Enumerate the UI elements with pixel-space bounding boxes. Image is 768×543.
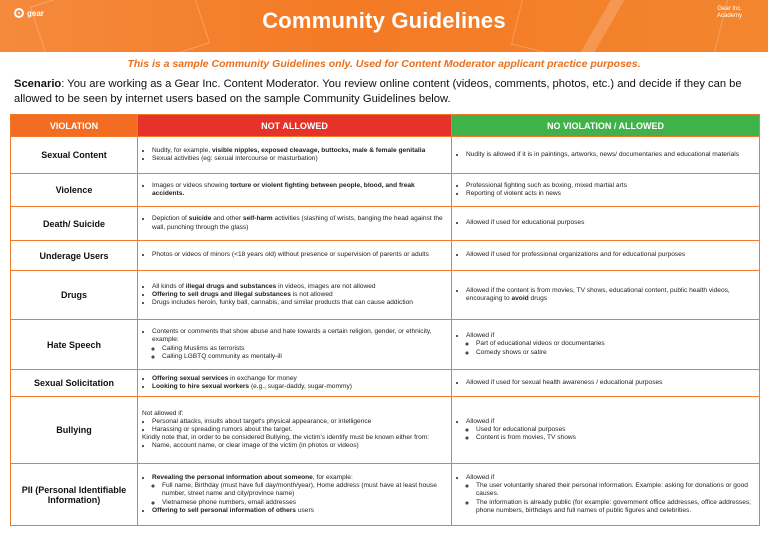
academy-line-2: Academy	[716, 13, 742, 19]
not-allowed-cell	[138, 320, 452, 370]
sub-list	[152, 482, 447, 506]
list-item	[152, 328, 447, 360]
list-item	[466, 251, 755, 259]
list-item	[152, 283, 447, 291]
item-text: Professional fighting such as boxing, mixed martial arts	[466, 181, 627, 189]
list-item	[466, 151, 755, 159]
list-item	[466, 379, 755, 387]
sub-list-item: ◦ Vietnamese phone numbers, email addresses	[162, 499, 447, 507]
table-row	[11, 464, 760, 526]
intro-text: Not allowed if:	[142, 409, 184, 417]
allowed-list	[456, 182, 755, 198]
item-text: Allowed if	[466, 474, 495, 482]
sub-list-item: ◦ The user voluntarily shared their personal information. Example: asking for donations or good causes.	[476, 482, 755, 498]
bold-text: visible nipples, exposed cleavage, buttocks, male & female genitalia	[211, 146, 426, 154]
list-item	[466, 474, 755, 514]
category-cell: Death/ Suicide	[11, 207, 138, 241]
allowed-list	[456, 251, 755, 259]
category-cell: Hate Speech	[11, 320, 138, 370]
item-text: (e.g., sugar-daddy, sugar-mommy)	[249, 383, 352, 390]
bold-text: Offering to sell drugs and illegal substances	[152, 290, 291, 298]
not-allowed-list	[142, 328, 447, 360]
item-text: Images or videos showing	[152, 181, 231, 189]
list-item	[152, 215, 447, 231]
item-text: Allowed if	[466, 417, 495, 425]
sub-list-item: ◦ Used for educational purposes	[476, 426, 755, 434]
list-item	[152, 375, 447, 383]
scenario-text: : You are working as a Gear Inc. Content Moderator. You review online content (videos, comments, photos, etc.) and decide if they can be allowed to be seen by internet users based on the sample Community Guidelines below.	[14, 78, 742, 105]
category-cell: Bullying	[11, 397, 138, 464]
list-item	[152, 474, 447, 506]
allowed-cell	[452, 241, 760, 271]
item-text: in videos, images are not allowed	[276, 282, 376, 290]
not-allowed-list	[142, 182, 447, 198]
list-item	[152, 251, 447, 259]
table-row	[11, 320, 760, 370]
list-item	[152, 299, 447, 307]
item-text: Allowed if	[466, 332, 495, 340]
item-text: and other	[211, 215, 243, 223]
academy-line-1: Gear Inc.	[717, 6, 742, 12]
sub-list-item: ◦ Part of educational videos or documentaries	[476, 340, 755, 348]
allowed-cell	[452, 370, 760, 397]
sub-list	[466, 340, 755, 356]
item-text: activities (slashing of wrists, banging the head against the wall, punching through the glass)	[152, 215, 443, 231]
allowed-list	[456, 219, 755, 227]
allowed-list	[456, 332, 755, 356]
item-text: Nudity, for example,	[152, 146, 212, 154]
header-not-allowed: NOT ALLOWED	[138, 115, 452, 137]
not-allowed-list	[142, 474, 447, 514]
allowed-cell	[452, 174, 760, 207]
not-allowed-list	[142, 418, 447, 434]
list-item	[466, 219, 755, 227]
bold-text: self-harm	[242, 215, 273, 223]
category-cell: Drugs	[11, 271, 138, 320]
not-allowed-cell	[138, 464, 452, 526]
not-allowed-list	[142, 251, 447, 259]
sample-disclaimer: This is a sample Community Guidelines only. Used for Content Moderator applicant practice purposes.	[127, 58, 641, 70]
list-item	[152, 291, 447, 299]
logo-text: gear	[27, 8, 44, 18]
sub-list-item: ◦ Full name, Birthday (must have full day/month/year), Home address (must have at least house number, street name and city/province name)	[162, 482, 447, 498]
bold-text: suicide	[188, 215, 212, 223]
list-item	[152, 507, 447, 515]
not-allowed-list	[142, 283, 447, 307]
header-banner	[0, 0, 768, 52]
not-allowed-cell	[138, 137, 452, 174]
not-allowed-cell	[138, 370, 452, 397]
note-text: Kindly note that, in order to be considered Bullying, the victim's identify must be known either from:	[142, 434, 430, 442]
sub-list-item: • Harassing or spreading rumors about the target.	[152, 426, 447, 434]
category-cell: Underage Users	[11, 241, 138, 271]
scenario-label: Scenario	[14, 78, 62, 90]
bold-text: illegal drugs and substances	[185, 282, 277, 290]
bold-text: Revealing the personal information about someone	[152, 474, 313, 482]
list-item	[152, 383, 447, 391]
not-allowed-cell	[138, 271, 452, 320]
sub-list	[466, 482, 755, 514]
table-row	[11, 207, 760, 241]
table-row	[11, 137, 760, 174]
sub-list-item: ◦ Calling LGBTQ community as mentally-ill	[162, 353, 447, 361]
allowed-list	[456, 418, 755, 442]
item-text: Allowed if used for sexual health awareness / educational purposes	[466, 378, 663, 386]
item-text: Allowed if used for educational purposes	[466, 219, 585, 227]
table-row	[11, 271, 760, 320]
item-text: Allowed if used for professional organizations and for educational purposes	[466, 251, 686, 259]
header-allowed: NO VIOLATION / ALLOWED	[452, 115, 760, 137]
table-row	[11, 397, 760, 464]
category-cell: Violence	[11, 174, 138, 207]
sub-list-item: ◦ The information is already public (for example: government office addresses, office addresses; phone numbers, birthdays and full names of public figures and celebrities.	[476, 499, 755, 515]
list-item	[466, 190, 755, 198]
guidelines-table	[10, 114, 760, 526]
list-item	[466, 332, 755, 356]
header-violation: VIOLATION	[11, 115, 138, 137]
sub-list-item: ◦ Comedy shows or satire	[476, 349, 755, 357]
category-cell: PII (Personal Identifiable Information)	[11, 464, 138, 526]
item-text: Contents or comments that show abuse and hate towards a certain religion, gender, or ethnicity, example:	[152, 328, 432, 344]
sub-list-item: • Personal attacks, insults about target's physical appearance, or intelligence	[152, 418, 447, 426]
table-header-row	[11, 115, 760, 137]
allowed-list	[456, 474, 755, 514]
sub-list	[152, 345, 447, 361]
not-allowed-cell	[138, 397, 452, 464]
item-text: Reporting of violent acts in news	[466, 190, 561, 197]
item-text: is not allowed	[290, 290, 333, 298]
sub-list-item: ◦ Calling Muslims as terrorists	[162, 345, 447, 353]
not-allowed-list	[142, 375, 447, 391]
scenario-paragraph	[14, 77, 756, 107]
not-allowed-cell	[138, 241, 452, 271]
bold-text: avoid	[511, 295, 529, 302]
sub-list-item: ◦ Content is from movies, TV shows	[476, 434, 755, 442]
allowed-cell	[452, 320, 760, 370]
not-allowed-list	[142, 147, 447, 163]
item-text: , for example:	[312, 474, 353, 482]
allowed-list	[456, 287, 755, 303]
not-allowed-list	[142, 442, 447, 450]
item-text: in exchange for money	[228, 374, 297, 382]
academy-label	[717, 6, 742, 20]
bold-text: Offering sexual services	[152, 374, 229, 382]
list-item	[152, 182, 447, 198]
allowed-list	[456, 151, 755, 159]
not-allowed-cell	[138, 207, 452, 241]
allowed-cell	[452, 207, 760, 241]
item-text: Drugs includes heroin, funky ball, cannabis, and similar products that can cause addiction	[152, 299, 413, 307]
allowed-list	[456, 379, 755, 387]
not-allowed-cell	[138, 174, 452, 207]
item-text: Allowed if the content is from movies, TV shows, educational content, public health videos, encouraging to	[466, 286, 730, 302]
sub-list-item: • Name, account name, or clear image of the victim (in photos or videos)	[152, 442, 447, 450]
bold-text: Looking to hire sexual workers	[152, 383, 250, 390]
item-text: Nudity is allowed if it is in paintings, artworks, news/ documentaries and educational materials	[466, 150, 740, 158]
item-text: users	[295, 506, 314, 514]
list-item	[152, 147, 447, 155]
bold-text: torture or violent fighting between people, blood, and freak accidents.	[152, 181, 415, 197]
allowed-cell	[452, 271, 760, 320]
allowed-cell	[452, 464, 760, 526]
item-text: Photos or videos of minors (<18 years old) without presence or supervision of parents or adults	[152, 251, 429, 259]
list-item	[466, 287, 755, 303]
table-row	[11, 370, 760, 397]
list-item	[466, 182, 755, 190]
item-text: Sexual activities (eg: sexual intercourse or masturbation)	[152, 155, 318, 162]
table-row	[11, 174, 760, 207]
list-item	[466, 418, 755, 442]
category-cell: Sexual Solicitation	[11, 370, 138, 397]
list-item	[152, 155, 447, 163]
not-allowed-list	[142, 215, 447, 231]
item-text: Depiction of	[152, 215, 189, 223]
category-cell: Sexual Content	[11, 137, 138, 174]
item-text: All kinds of	[152, 282, 186, 290]
table-row	[11, 241, 760, 271]
bold-text: Offering to sell personal information of others	[152, 506, 296, 514]
allowed-cell	[452, 397, 760, 464]
sub-list	[466, 426, 755, 442]
allowed-cell	[452, 137, 760, 174]
item-text: drugs	[528, 295, 548, 302]
page-title: Community Guidelines	[262, 8, 506, 33]
